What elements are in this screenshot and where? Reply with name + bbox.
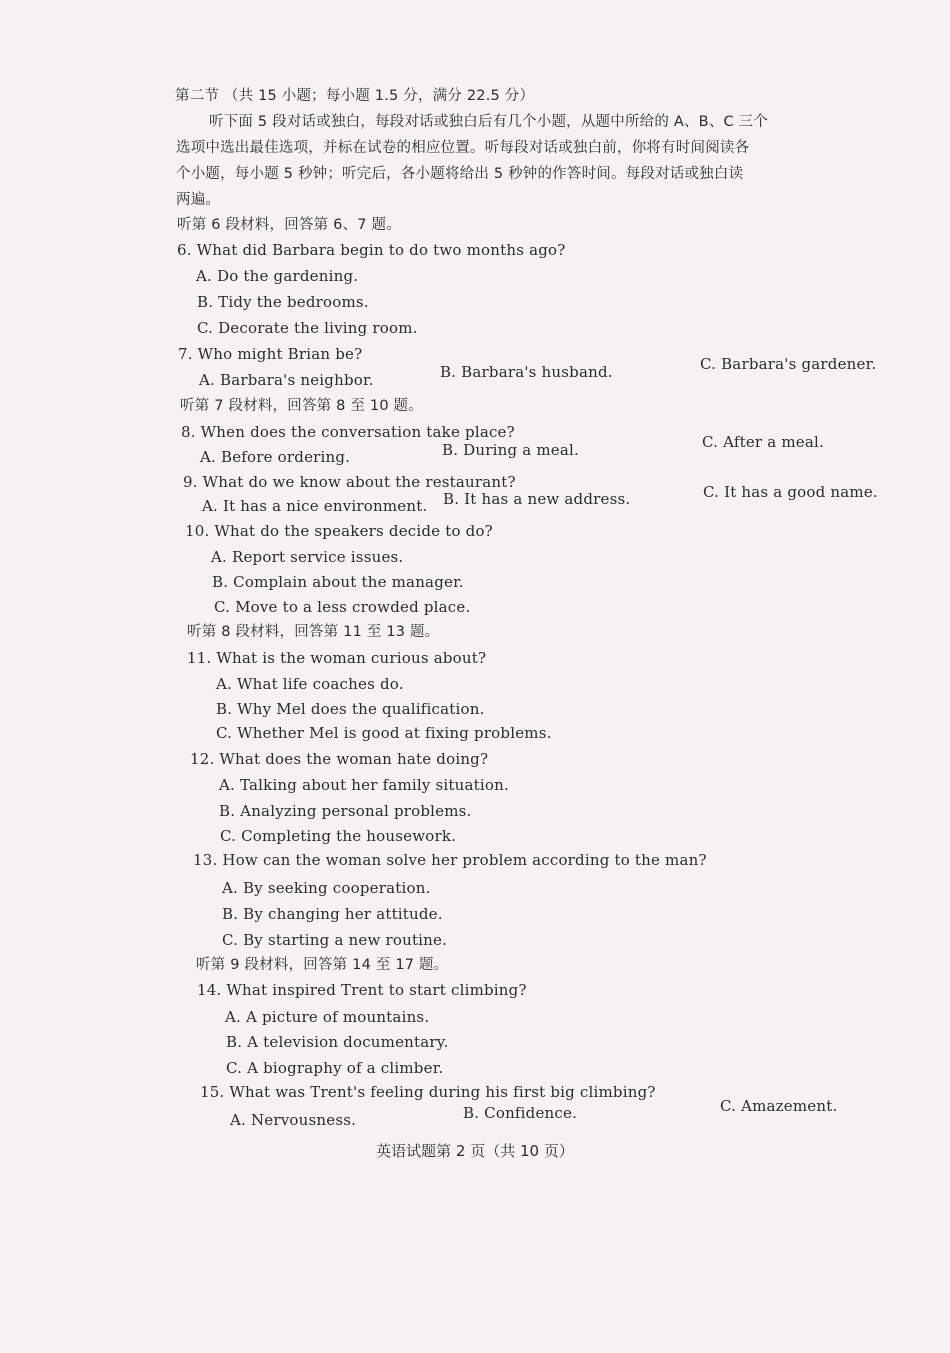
question-6-option-b: B. Tidy the bedrooms. <box>197 293 369 311</box>
question-8-option-a: A. Before ordering. <box>200 448 351 466</box>
question-12-option-a: A. Talking about her family situation. <box>219 776 509 794</box>
instruction-line: 听下面 5 段对话或独白，每段对话或独白后有几个小题，从题中所给的 A、B、C 三个 <box>209 114 769 130</box>
question-8-stem: 8. When does the conversation take place? <box>181 423 515 441</box>
instruction-line: 选项中选出最佳选项，并标在试卷的相应位置。听每段对话或独白前，你将有时间阅读各 <box>176 140 750 156</box>
question-11-stem: 11. What is the woman curious about? <box>187 649 487 667</box>
question-10-option-b: B. Complain about the manager. <box>212 573 464 591</box>
instruction-line: 两遍。 <box>176 192 221 208</box>
question-11-option-c: C. Whether Mel is good at fixing problems. <box>216 724 552 742</box>
question-7-stem: 7. Who might Brian be? <box>178 345 363 363</box>
question-12-option-b: B. Analyzing personal problems. <box>219 802 472 820</box>
question-12-option-c: C. Completing the housework. <box>220 827 457 845</box>
material-header-7: 听第 7 段材料，回答第 8 至 10 题。 <box>180 398 423 414</box>
question-6-option-c: C. Decorate the living room. <box>197 319 418 337</box>
question-13-option-c: C. By starting a new routine. <box>222 931 448 949</box>
question-6-stem: 6. What did Barbara begin to do two months ago? <box>177 241 566 259</box>
question-8-option-c: C. After a meal. <box>702 433 824 451</box>
question-7-option-a: A. Barbara's neighbor. <box>199 371 374 389</box>
question-13-stem: 13. How can the woman solve her problem according to the man? <box>193 851 707 869</box>
question-14-option-b: B. A television documentary. <box>226 1033 449 1051</box>
question-15-option-b: B. Confidence. <box>463 1104 578 1122</box>
question-9-option-c: C. It has a good name. <box>703 483 878 501</box>
question-9-option-b: B. It has a new address. <box>443 490 631 508</box>
question-13-option-b: B. By changing her attitude. <box>222 905 443 923</box>
question-15-option-c: C. Amazement. <box>720 1097 838 1115</box>
question-14-option-a: A. A picture of mountains. <box>225 1008 430 1026</box>
material-header-9: 听第 9 段材料，回答第 14 至 17 题。 <box>196 957 449 973</box>
question-15-option-a: A. Nervousness. <box>230 1111 357 1129</box>
question-11-option-b: B. Why Mel does the qualification. <box>216 700 485 718</box>
question-8-option-b: B. During a meal. <box>442 441 579 459</box>
page-footer: 英语试题第 2 页（共 10 页） <box>376 1142 574 1160</box>
question-14-stem: 14. What inspired Trent to start climbing? <box>197 981 527 999</box>
question-7-option-c: C. Barbara's gardener. <box>700 355 877 373</box>
question-7-option-b: B. Barbara's husband. <box>440 363 613 381</box>
question-10-stem: 10. What do the speakers decide to do? <box>185 522 493 540</box>
question-15-stem: 15. What was Trent's feeling during his first big climbing? <box>200 1083 656 1101</box>
question-13-option-a: A. By seeking cooperation. <box>222 879 431 897</box>
question-11-option-a: A. What life coaches do. <box>216 675 404 693</box>
question-10-option-a: A. Report service issues. <box>211 548 404 566</box>
question-10-option-c: C. Move to a less crowded place. <box>214 598 471 616</box>
instruction-line: 个小题，每小题 5 秒钟；听完后，各小题将给出 5 秒钟的作答时间。每段对话或独白读 <box>176 166 744 182</box>
question-9-option-a: A. It has a nice environment. <box>202 497 428 515</box>
question-9-stem: 9. What do we know about the restaurant? <box>183 473 516 491</box>
question-12-stem: 12. What does the woman hate doing? <box>190 750 489 768</box>
material-header-6: 听第 6 段材料，回答第 6、7 题。 <box>177 217 401 233</box>
question-14-option-c: C. A biography of a climber. <box>226 1059 444 1077</box>
section-heading: 第二节 （共 15 小题；每小题 1.5 分，满分 22.5 分） <box>175 88 535 104</box>
material-header-8: 听第 8 段材料，回答第 11 至 13 题。 <box>187 624 440 640</box>
question-6-option-a: A. Do the gardening. <box>196 267 359 285</box>
